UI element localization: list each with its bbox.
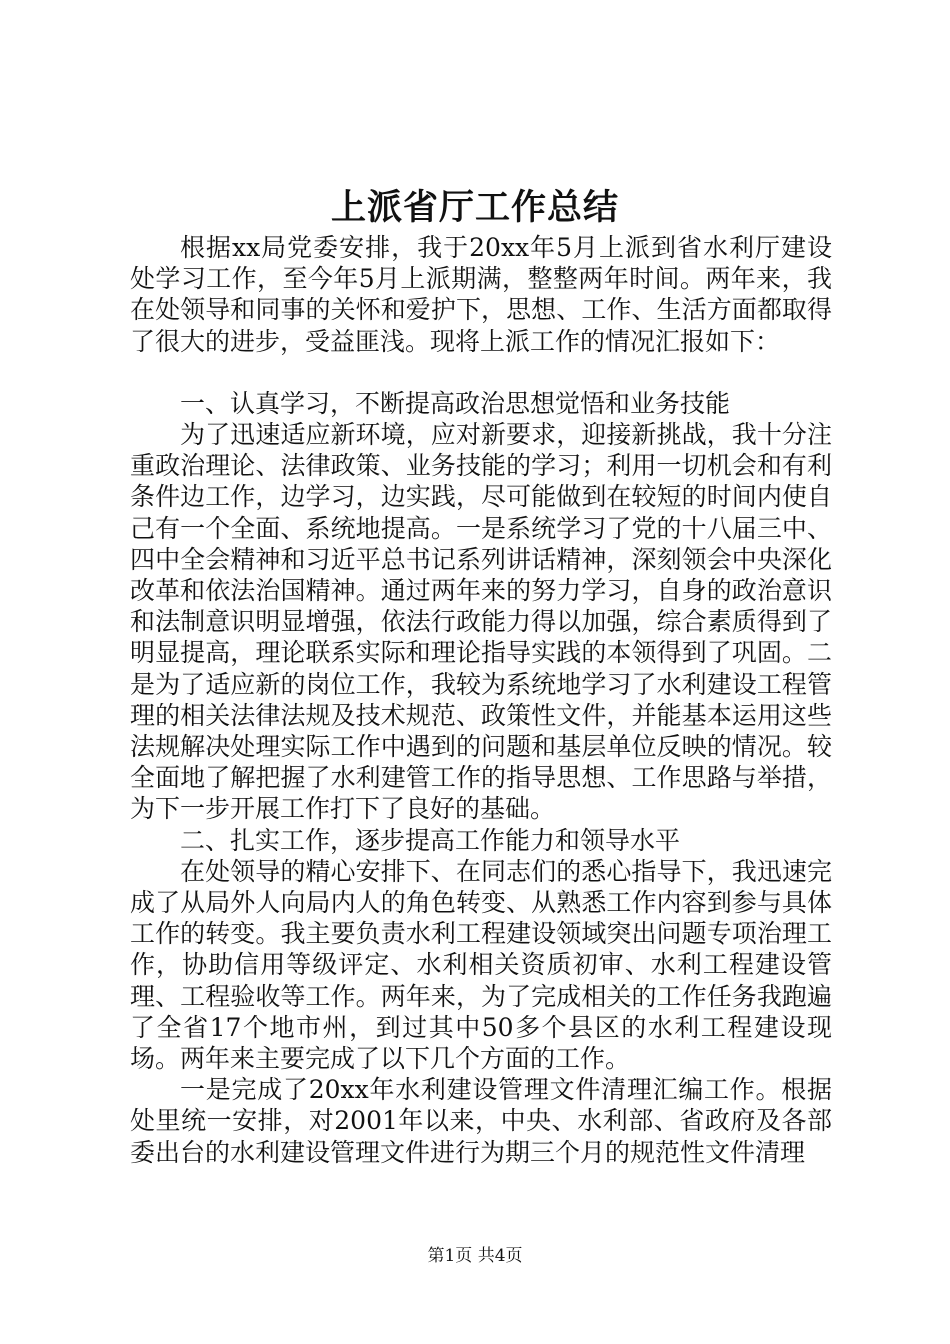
page-footer: 第1页 共4页 bbox=[427, 1246, 523, 1266]
section-1-paragraph: 为了迅速适应新环境，应对新要求，迎接新挑战，我十分注重政治理论、法律政策、业务技能的学习；利用一切机会和有利条件边工作，边学习，边实践，尽可能做到在较短的时间内使自己有一个全面、系统地提高。一是系统学习了党的十八届三中、四中全会精神和习近平总书记系列讲话精神，深刻领会中央深化改革和依法治国精神。通过两年来的努力学习，自身的政治意识和法制意识明显增强，依法行政能力得以加强，综合素质得到了明显提高，理论联系实际和理论指导实践的本领得到了巩固。二是为了适应新的岗位工作，我较为系统地学习了水利建设工程管理的相关法律法规及技术规范、政策性文件，并能基本运用这些法规解决处理实际工作中遇到的问题和基层单位反映的情况。较全面地了解把握了水利建管工作的指导思想、工作思路与举措，为下一步开展工作打下了良好的基础。 bbox=[130, 420, 832, 824]
document-title: 上派省厅工作总结 bbox=[330, 187, 619, 228]
intro-paragraph: 根据xx局党委安排，我于20xx年5月上派到省水利厅建设处学习工作，至今年5月上派期满，整整两年时间。两年来，我在处领导和同事的关怀和爱护下，思想、工作、生活方面都取得了很大的进步，受益匪浅。现将上派工作的情况汇报如下： bbox=[130, 233, 832, 356]
document-body bbox=[130, 232, 832, 1168]
section-2-item-1-paragraph: 一是完成了20xx年水利建设管理文件清理汇编工作。根据处里统一安排，对2001年以来，中央、水利部、省政府及各部委出台的水利建设管理文件进行为期三个月的规范性文件清理 bbox=[130, 1075, 832, 1167]
section-heading-2: 二、扎实工作，逐步提高工作能力和领导水平 bbox=[180, 825, 681, 855]
section-heading-1: 一、认真学习，不断提高政治思想觉悟和业务技能 bbox=[180, 388, 731, 418]
section-2-paragraph: 在处领导的精心安排下、在同志们的悉心指导下，我迅速完成了从局外人向局内人的角色转变、从熟悉工作内容到参与具体工作的转变。我主要负责水利工程建设领域突出问题专项治理工作，协助信用等级评定、水利相关资质初审、水利工程建设管理、工程验收等工作。两年来，为了完成相关的工作任务我跑遍了全省17个地市州，到过其中50多个县区的水利工程建设现场。两年来主要完成了以下几个方面的工作。 bbox=[130, 856, 832, 1074]
